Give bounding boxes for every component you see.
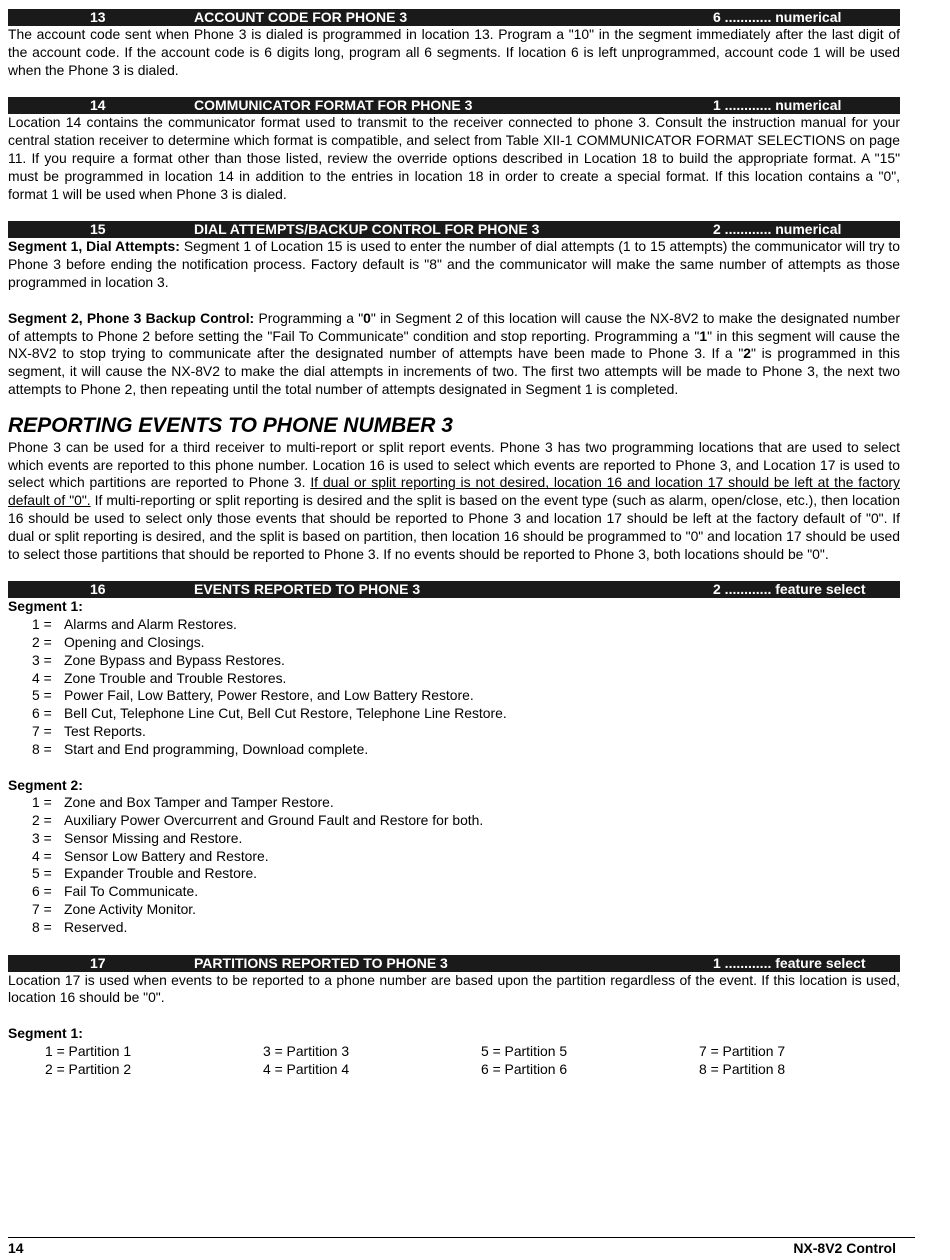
section-heading: REPORTING EVENTS TO PHONE NUMBER 3 (8, 413, 453, 437)
option-item (32, 848, 900, 866)
option-text: Zone Activity Monitor. (64, 901, 197, 918)
location-14-body: Location 14 contains the communicator format used to transmit to the receiver connected to phone 3. Consult the instruction manual for your central station receiver to determine which format is compatible, and select from Table XII-1 COMMUNICATOR FORMAT SELECTIONS on page 11. If you require a format other than those listed, review the override options described in Location 18 to build the appropriate format. A "15" must be programmed in location 14 in addition to the entries in location 18 in order to create a special format. If this location contains a "0", format 1 will be used when Phone 3 is dialed. (8, 114, 900, 202)
option-text: Test Reports. (64, 722, 146, 739)
location-17-header (8, 955, 900, 972)
location-title: ACCOUNT CODE FOR PHONE 3 (194, 9, 408, 25)
option-key: 8 = (32, 918, 52, 935)
option-text: Sensor Missing and Restore. (64, 829, 243, 846)
option-key: 8 = (32, 740, 52, 757)
product-name: NX-8V2 Control (793, 1240, 896, 1256)
page-number: 14 (8, 1240, 24, 1256)
location-13-header (8, 9, 900, 26)
underlined-note: If dual or split reporting is not desired, location 16 and location 17 should be left at the factory default of "0". (8, 474, 900, 509)
option-key: 7 = (32, 901, 52, 918)
location-title: PARTITIONS REPORTED TO PHONE 3 (194, 954, 448, 971)
segment-info: 1 ............ feature select (713, 954, 866, 971)
reporting-body: Phone 3 can be used for a third receiver to multi-report or split report events. Phone 3 has two programming locations that are used to select which events are reported to this phone number. Location 16 is used to select which events are reported to Phone 3, and Location 17 is used to select which partitions are reported to Phone 3. If dual or split reporting is not desired, location 16 and location 17 should be left at the factory default of "0". If multi-reporting or split reporting is desired and the split is based on the event type (such as alarm, open/close, etc.), then location 16 should be used to select only those events that should be reported to Phone 3 and location 17 should be left at the factory default of "0". If dual or split reporting is desired, and the split is based on partition, then location 16 should be programmed to "0" and location 17 should be used to select those partitions that should be reported to Phone 3. If no events should be reported to Phone 3, both locations should be "0". (8, 438, 900, 562)
option-item (32, 830, 900, 848)
option-item (32, 741, 900, 759)
partition-option: 5 = Partition 5 (481, 1043, 568, 1060)
option-key: 5 = (32, 687, 52, 704)
location-15-header (8, 221, 900, 238)
segment-1-label: Segment 1, Dial Attempts: (8, 238, 180, 255)
option-key: 6 = (32, 883, 52, 900)
option-key: 2 = (32, 812, 52, 829)
location-number: 14 (90, 97, 106, 114)
option-item (32, 865, 900, 883)
option-key: 1 = (32, 794, 52, 811)
option-text: Zone Trouble and Trouble Restores. (64, 669, 287, 686)
location-16-header (8, 581, 900, 598)
option-item (32, 616, 900, 634)
segment-2-label: Segment 2: (8, 776, 83, 793)
option-item (32, 670, 900, 688)
location-title: DIAL ATTEMPTS/BACKUP CONTROL FOR PHONE 3 (194, 221, 540, 238)
option-text: Alarms and Alarm Restores. (64, 616, 237, 633)
partition-option: 3 = Partition 3 (263, 1043, 350, 1060)
option-key: 4 = (32, 669, 52, 686)
segment-info: 6 ............ numerical (713, 9, 842, 25)
option-item (32, 901, 900, 919)
segment-info: 2 ............ feature select (713, 581, 866, 598)
option-key: 3 = (32, 829, 52, 846)
location-number: 13 (90, 9, 106, 25)
location-number: 15 (90, 221, 106, 238)
segment-2-label: Segment 2, Phone 3 Backup Control: (8, 309, 255, 326)
footer-divider (8, 1237, 915, 1238)
partition-option: 6 = Partition 6 (481, 1060, 568, 1077)
option-text: Zone and Box Tamper and Tamper Restore. (64, 794, 334, 811)
location-number: 17 (90, 954, 106, 971)
option-text: Zone Bypass and Bypass Restores. (64, 651, 285, 668)
segment-2-options (8, 794, 900, 936)
option-text: Fail To Communicate. (64, 883, 199, 900)
location-number: 16 (90, 581, 106, 598)
location-13-body: The account code sent when Phone 3 is dialed is programmed in location 13. Program a "10" in the segment immediately after the last digit of the account code. If the account code is 6 digits long, program all 6 segments. If location 6 is left unprogrammed, account code 1 will be used when the Phone 3 is dialed. (8, 26, 900, 78)
option-key: 5 = (32, 865, 52, 882)
segment-info: 2 ............ numerical (713, 221, 842, 238)
option-key: 3 = (32, 651, 52, 668)
option-key: 7 = (32, 722, 52, 739)
option-text: Start and End programming, Download complete. (64, 740, 369, 757)
option-item (32, 794, 900, 812)
option-text: Expander Trouble and Restore. (64, 865, 258, 882)
page-footer (8, 1240, 896, 1258)
segment-1-label: Segment 1: (8, 1025, 83, 1042)
option-item (32, 919, 900, 937)
option-text: Power Fail, Low Battery, Power Restore, and Low Battery Restore. (64, 687, 474, 704)
partition-option: 4 = Partition 4 (263, 1060, 350, 1077)
option-text: Sensor Low Battery and Restore. (64, 847, 269, 864)
option-text: Opening and Closings. (64, 633, 205, 650)
option-item (32, 687, 900, 705)
option-item (32, 723, 900, 741)
segment-1-options (8, 616, 900, 758)
option-item (32, 652, 900, 670)
option-item (32, 705, 900, 723)
segment-1-label: Segment 1: (8, 598, 83, 615)
option-text: Reserved. (64, 918, 128, 935)
location-17-body: Location 17 is used when events to be reported to a phone number are based upon the partition regardless of the event. If this location is used, location 16 should be "0". (8, 971, 900, 1006)
option-item (32, 812, 900, 830)
option-key: 1 = (32, 616, 52, 633)
location-14-header (8, 97, 900, 114)
segment-info: 1 ............ numerical (713, 97, 842, 114)
location-title: EVENTS REPORTED TO PHONE 3 (194, 581, 421, 598)
option-key: 4 = (32, 847, 52, 864)
location-15-segment-2: Segment 2, Phone 3 Backup Control: Programming a "0" in Segment 2 of this location will cause the NX-8V2 to make the designated number of attempts to Phone 2 before setting the "Fail To Communicate" condition and stop reporting. Programming a "1" in this segment will cause the NX-8V2 to stop trying to communicate after the designated number of attempts have been made to Phone 3. If a "2" is programmed in this segment, it will cause the NX-8V2 to make the dial attempts in increments of two. The first two attempts will be made to Phone 3, the next two attempts to Phone 2, then repeating until the total number of attempts designated in Segment 1 is completed. (8, 309, 901, 397)
option-item (32, 634, 900, 652)
option-key: 6 = (32, 705, 52, 722)
option-key: 2 = (32, 633, 52, 650)
partition-grid (8, 1043, 900, 1079)
partition-option: 2 = Partition 2 (45, 1060, 132, 1077)
manual-page (8, 9, 900, 1079)
location-15-segment-1: Segment 1, Dial Attempts: Segment 1 of Location 15 is used to enter the number of dial attempts (1 to 15 attempts) the communicator will try to Phone 3 before ending the notification process. Factory default is "8" and the communicator will make the same number of attempts as those programmed in location 3. (8, 238, 900, 290)
option-item (32, 883, 900, 901)
partition-option: 8 = Partition 8 (699, 1060, 786, 1077)
partition-option: 1 = Partition 1 (45, 1043, 132, 1060)
option-text: Auxiliary Power Overcurrent and Ground Fault and Restore for both. (64, 812, 484, 829)
location-title: COMMUNICATOR FORMAT FOR PHONE 3 (194, 97, 473, 114)
option-text: Bell Cut, Telephone Line Cut, Bell Cut Restore, Telephone Line Restore. (64, 705, 507, 722)
partition-option: 7 = Partition 7 (699, 1043, 786, 1060)
